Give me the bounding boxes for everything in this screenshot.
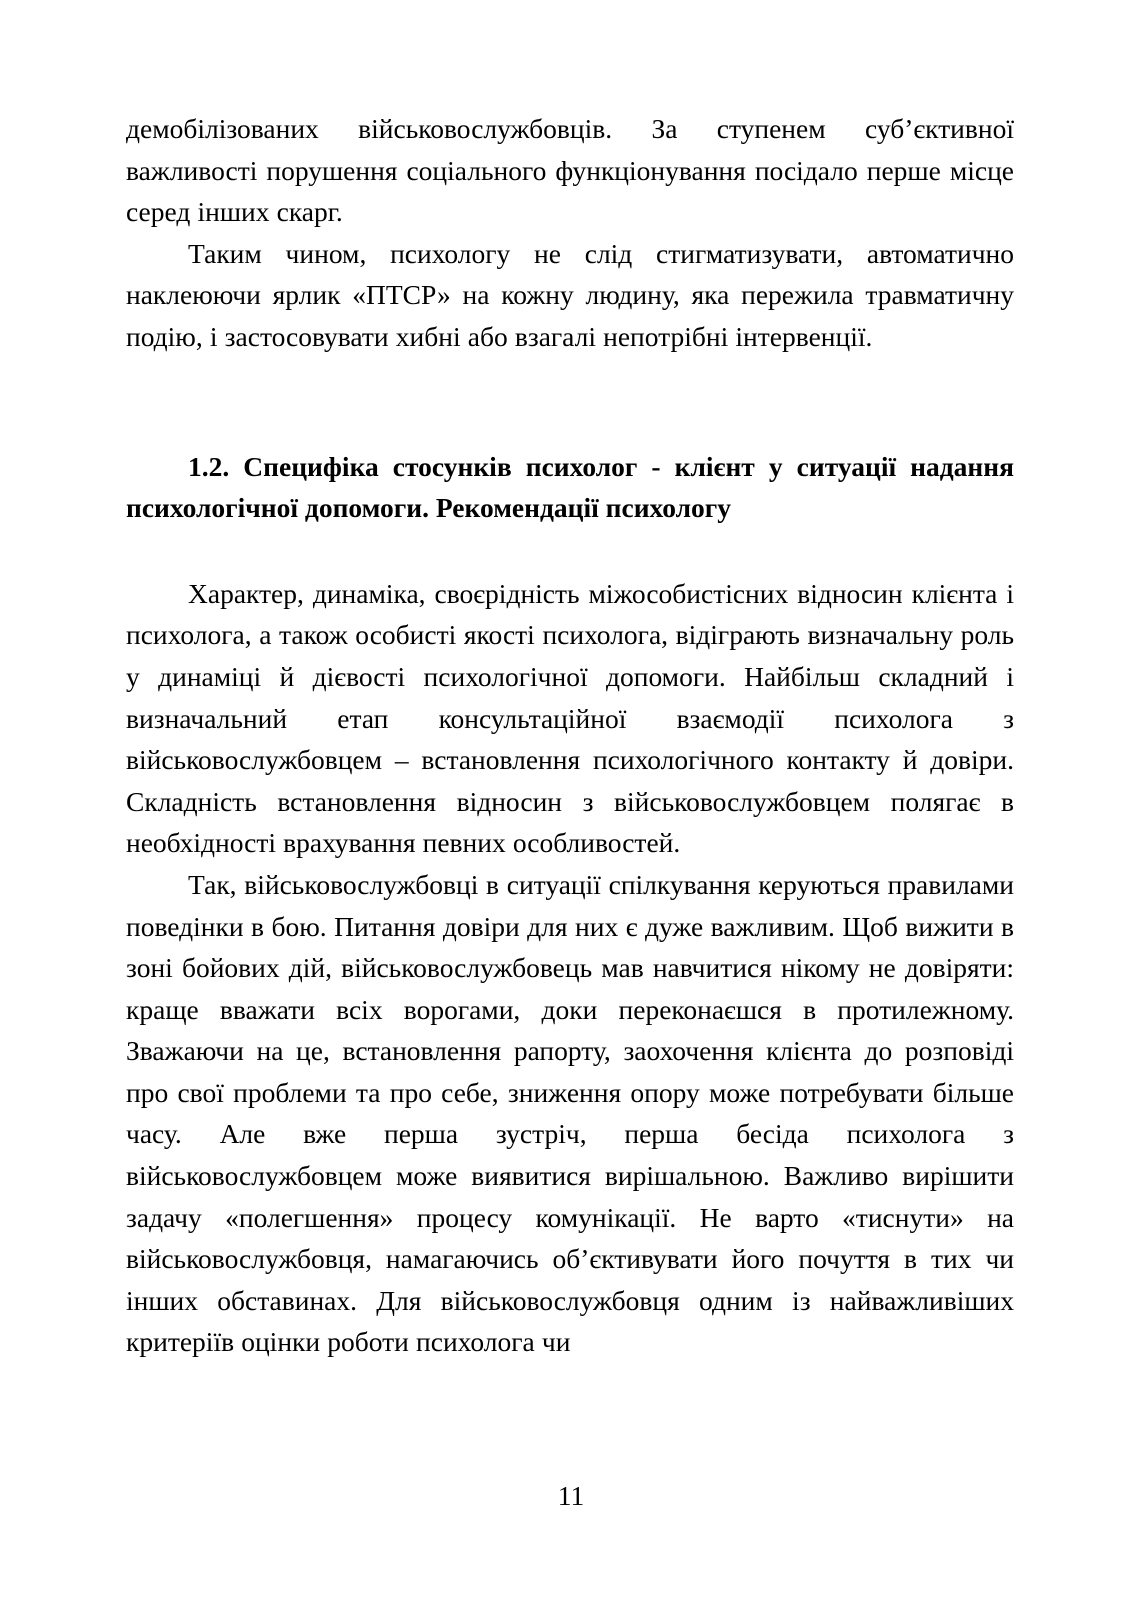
- paragraph-stigmatization: Таким чином, психологу не слід стигматизувати, автоматично наклеюючи ярлик «ПТСР» на кожну людину, яка пережила травматичну подію, і застосовувати хибні або взагалі непотрібні інтервенції.: [126, 237, 1014, 352]
- paragraph-demobilized: демобілізованих військовослужбовців. За ступенем суб’єктивної важливості порушення соціального функціонування посідало перше місце серед інших скарг.: [126, 113, 1014, 228]
- page-content: [126, 108, 1014, 1363]
- paragraph-servicemen-communication: Так, військовослужбовці в ситуації спілкування керуються правилами поведінки в бою. Питання довіри для них є дуже важливим. Щоб вижити в зоні бойових дій, військовослужбовець мав навчитися нікому не довіряти: краще вважати всіх ворогами, доки переконаєшся в протилежному. Зважаючи на це, встановлення рапорту, заохочення клієнта до розповіді про свої проблеми та про себе, зниження опору може потребувати більше часу. Але вже перша зустріч, перша бесіда психолога з військовослужбовцем може виявитися вирішальною. Важливо вирішити задачу «полегшення» процесу комунікації. Не варто «тиснути» на військовослужбовця, намагаючись об’єктивувати його почуття в тих чи інших обставинах. Для військовослужбовця одним із найважливіших критеріїв оцінки роботи психолога чи: [126, 868, 1014, 1358]
- heading-spacer-above: [126, 358, 1014, 446]
- heading-spacer-below: [126, 529, 1014, 573]
- paragraph-character-dynamics: Характер, динаміка, своєрідність міжособистісних відносин клієнта і психолога, а також особисті якості психолога, відіграють визначальну роль у динаміці й дієвості психологічної допомоги. Найбільш складний і визначальний етап консультаційної взаємодії психолога з військовослужбовцем – встановлення психологічного контакту й довіри. Складність встановлення відносин з військовослужбовцем полягає в необхідності врахування певних особливостей.: [126, 577, 1014, 859]
- page-number: 11: [557, 1480, 585, 1511]
- heading-section-1-2: 1.2. Специфіка стосунків психолог - клієнт у ситуації надання психологічної допомоги. Рекомендації психологу: [126, 450, 1014, 524]
